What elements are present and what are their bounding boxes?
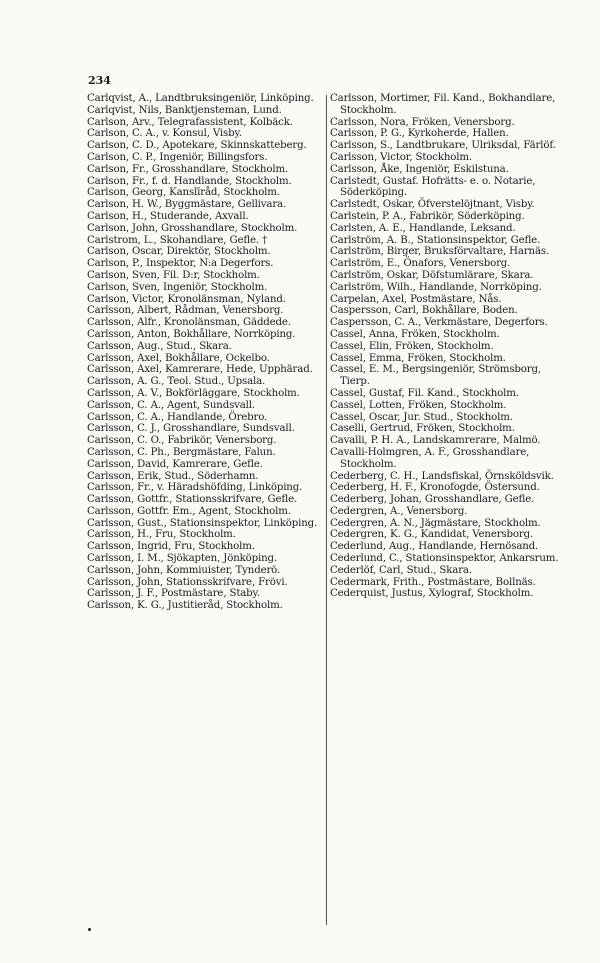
directory-entry: Carlsson, C. O., Fabrikör, Venersborg. (87, 435, 277, 447)
directory-entry: Caspersson, C. A., Verkmästare, Degerfors. (330, 317, 548, 329)
directory-entry: Carlsson, H., Fru, Stockholm. (87, 529, 236, 541)
directory-entry: Carlqvist, A., Landtbruksingeniör, Linköping. (87, 93, 314, 104)
directory-entry: Cedermark, Frith., Postmästare, Bollnäs. (330, 576, 536, 588)
directory-column-right (330, 93, 573, 600)
directory-entry: Carlsson, Albert, Rådman, Venersborg. (87, 305, 284, 317)
directory-entry: Cassel, E. M., Bergsingeniör, Strömsborg, Tierp. (330, 364, 541, 388)
directory-entry: Carlstein, P. A., Fabrikör, Söderköping. (330, 210, 525, 222)
directory-entry: Cassel, Lotten, Fröken, Stockholm. (330, 399, 507, 411)
directory-entry: Carlson, Victor, Kronolänsman, Nyland. (87, 293, 286, 305)
directory-entry: Caspersson, Carl, Bokhållare, Boden. (330, 305, 518, 317)
directory-entry: Carlson, Arv., Telegrafassistent, Kolbäck. (87, 116, 293, 128)
directory-entry: Carlstedt, Oskar, Öfverstelöjtnant, Visby. (330, 199, 535, 211)
directory-entry: Carlström, Birger, Bruksförvaltare, Harnäs. (330, 246, 550, 258)
directory-entry: Cassel, Gustaf, Fil. Kand., Stockholm. (330, 387, 519, 399)
directory-entry: Cederquist, Justus, Xylograf, Stockholm. (330, 588, 534, 600)
directory-entry: Carlsson, Anton, Bokhållare, Norrköping. (87, 328, 296, 340)
directory-entry: Carlson, John, Grosshandlare, Stockholm. (87, 222, 298, 234)
directory-entry: Carlsson, C. A., Handlande, Örebro. (87, 411, 268, 423)
ink-dot (88, 928, 91, 931)
directory-entry: Carlsson, A. G., Teol. Stud., Upsala. (87, 376, 266, 388)
directory-entry: Carlsson, Gottfr., Stationsskrifvare, Gefle. (87, 494, 298, 506)
directory-entry: Carlson, Georg, Kanslīråd, Stockholm. (87, 187, 280, 199)
directory-entry: Carlsson, Axel, Kamrerare, Hede, Upphärad. (87, 364, 313, 376)
directory-entry: Carlsson, Alfr., Kronolänsman, Gäddede. (87, 317, 291, 329)
directory-entry: Cassel, Elin, Fröken, Stockholm. (330, 340, 494, 352)
directory-entry: Carlsson, John, Kommiuister, Tynderö. (87, 564, 281, 576)
directory-entry: Carlsson, David, Kamrerare, Gefle. (87, 458, 263, 470)
directory-entry: Carlson, Fr., f. d. Handlande, Stockholm. (87, 175, 292, 187)
directory-entry: Carlsson, K. G., Justitieråd, Stockholm. (87, 600, 283, 612)
directory-entry: Carlsson, Victor, Stockholm. (330, 151, 472, 163)
directory-entry: Carlsson, A. V., Bokförläggare, Stockholm. (87, 387, 300, 399)
directory-entry: Carlsson, C. Ph., Bergmästare, Falun. (87, 446, 276, 458)
directory-entry: Carlson, Sven, Fil. D:r, Stockholm. (87, 269, 260, 281)
directory-entry: Carlstrom, L., Skohandlare, Gefle. † (87, 234, 268, 246)
directory-entry: Carlsson, Åke, Ingeniör, Eskilstuna. (330, 163, 509, 175)
directory-entry: Carlson, Oscar, Direktör, Stockholm. (87, 246, 271, 258)
directory-entry: Cassel, Anna, Fröken, Stockholm. (330, 328, 500, 340)
directory-entry: Carlsson, Nora, Fröken, Venersborg. (330, 116, 515, 128)
directory-entry: Carlström, Wilh., Handlande, Norrköping. (330, 281, 542, 293)
directory-entry: Carlson, H. W., Byggmästare, Gellivara. (87, 199, 287, 211)
directory-entry: Carlson, C. P., Ingeniör, Billingsfors. (87, 151, 268, 163)
directory-entry: Carlsson, Erik, Stud., Söderhamn. (87, 470, 259, 482)
directory-entry: Carlson, C. A., v. Konsul, Visby. (87, 128, 242, 140)
directory-entry: Cederlund, C., Stationsinspektor, Ankarsrum. (330, 553, 559, 565)
directory-entry: Carlson, C. D., Apotekare, Skinnskatteberg. (87, 140, 307, 152)
directory-entry: Carlström, Oskar, Döfstumlärare, Skara. (330, 269, 534, 281)
directory-entry: Cedergren, A. N., Jägmästare, Stockholm. (330, 517, 541, 529)
directory-entry: Carlsson, Aug., Stud., Skara. (87, 340, 232, 352)
directory-entry: Carlsson, I. M., Sjökapten, Jönköping. (87, 553, 277, 565)
directory-entry: Cassel, Oscar, Jur. Stud., Stockholm. (330, 411, 513, 423)
directory-entry: Carpelan, Axel, Postmästare, Nås. (330, 293, 502, 305)
directory-entry: Carlsson, Mortimer, Fil. Kand., Bokhandlare, Stockholm. (330, 93, 556, 116)
directory-entry: Carlsson, Gottfr. Em., Agent, Stockholm. (87, 505, 291, 517)
directory-entry: Carlström, E., Önafors, Venersborg. (330, 258, 511, 270)
directory-entry: Cavalli-Holmgren, A. F., Grosshandlare, Stockholm. (330, 446, 530, 470)
directory-entry: Carlsson, Fr., v. Häradshöfding, Linköping. (87, 482, 303, 494)
directory-entry: Carlsson, Gust., Stationsinspektor, Linköping. (87, 517, 318, 529)
directory-entry: Cederlund, Aug., Handlande, Hernösand. (330, 541, 539, 553)
directory-entry: Carlsson, P. G., Kyrkoherde, Hallen. (330, 128, 509, 140)
directory-entry: Caselli, Gertrud, Fröken, Stockholm. (330, 423, 515, 435)
directory-entry: Carlsson, Ingrid, Fru, Stockholm. (87, 541, 255, 553)
directory-entry: Cedergren, K. G., Kandidat, Venersborg. (330, 529, 534, 541)
directory-entry: Carlsson, Axel, Bokhållare, Ockelbo. (87, 352, 270, 364)
directory-entry: Carlstedt, Gustaf. Hofrätts- e. o. Notarie, Söderköping. (330, 175, 536, 199)
directory-entry: Carlsson, John, Stationsskrifvare, Frövi. (87, 576, 288, 588)
directory-entry: Carlqvist, Nils, Banktjensteman, Lund. (87, 104, 282, 116)
directory-entry: Carlson, Fr., Grosshandlare, Stockholm. (87, 163, 289, 175)
directory-entry: Cederberg, H. F., Kronofogde, Östersund. (330, 482, 540, 494)
directory-entry: Carlström, A. B., Stationsinspektor, Gefle. (330, 234, 541, 246)
directory-entry: Carlsson, J. F., Postmästare, Staby. (87, 588, 260, 600)
directory-entry: Carlsson, C. A., Agent, Sundsvall. (87, 399, 255, 411)
directory-entry: Carlsson, S., Landtbrukare, Ulriksdal, Färlöf. (330, 140, 556, 152)
directory-entry: Carlsten, A. E., Handlande, Leksand. (330, 222, 516, 234)
directory-entry: Cederberg, Johan, Grosshandlare, Gefle. (330, 494, 535, 506)
directory-entry: Cassel, Emma, Fröken, Stockholm. (330, 352, 506, 364)
directory-entry: Cederlöf, Carl, Stud., Skara. (330, 564, 472, 576)
directory-entry: Carlson, H., Studerande, Axvall. (87, 210, 249, 222)
directory-entry: Carlson, P., Inspektor, N:a Degerfors. (87, 258, 274, 270)
directory-column-left (87, 93, 330, 612)
directory-entry: Cavalli, P. H. A., Landskamrerare, Malmö. (330, 435, 541, 447)
column-divider (326, 95, 327, 925)
directory-entry: Cederberg, C. H., Landsfiskal, Örnsköldsvik. (330, 470, 554, 482)
directory-entry: Carlson, Sven, Ingeniör, Stockholm. (87, 281, 268, 293)
directory-entry: Cedergren, A., Venersborg. (330, 505, 468, 517)
directory-entry: Carlsson, C. J., Grosshandlare, Sundsvall. (87, 423, 295, 435)
page-number: 234 (88, 74, 111, 87)
